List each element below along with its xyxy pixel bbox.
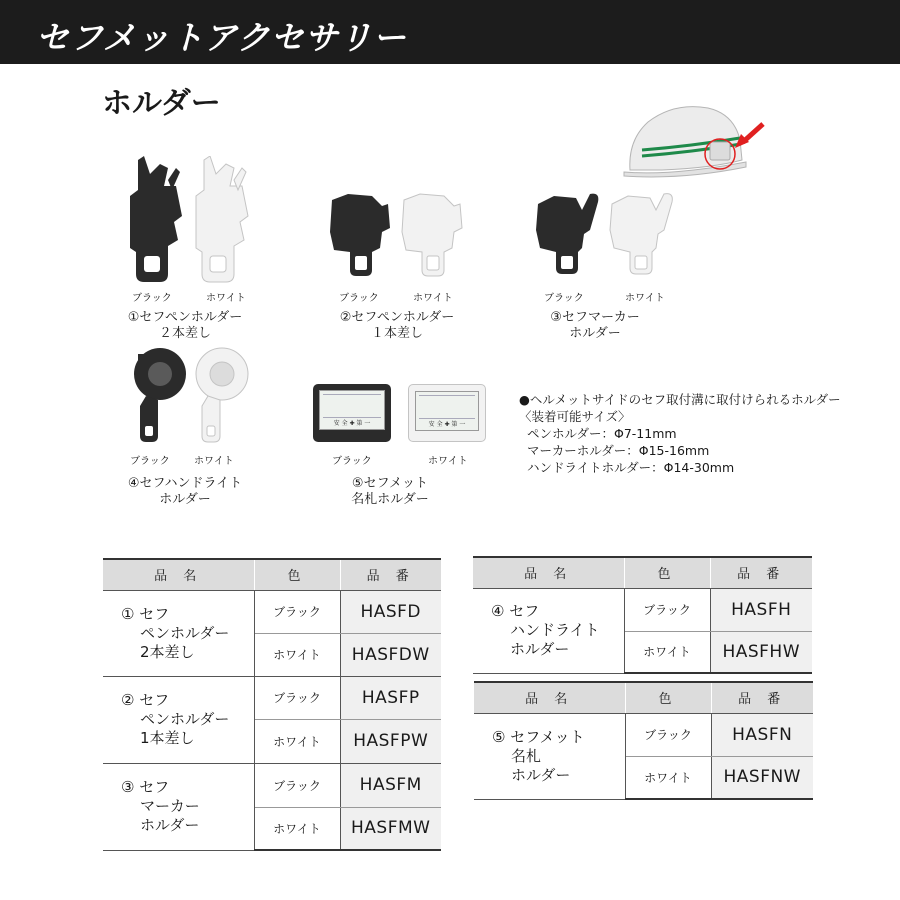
section-title: ホルダー (102, 86, 221, 121)
nameplate-white-text: 安 全 ✚ 第 一 (428, 421, 466, 428)
table-row (473, 588, 812, 631)
product-name-line2: ペンホルダー (140, 710, 230, 728)
color-cell: ホワイト (254, 719, 340, 763)
handlight-holder-black-label: ブラック (130, 456, 170, 467)
code-cell: HASFNW (711, 756, 813, 799)
notes (519, 391, 841, 476)
pen-holder-2-name-line2: ２本差し (158, 326, 211, 341)
handlight-holder-name-line2: ホルダー (159, 492, 211, 507)
product-name-line1: ① セフ (121, 604, 170, 623)
product-name-cell (103, 590, 254, 676)
handlight-holder-black-image (128, 346, 192, 446)
product-name-line3: ホルダー (511, 765, 571, 784)
header-name: 品 名 (473, 557, 624, 588)
product-name-line3: 2本差し (140, 642, 195, 661)
pen-holder-1-name (322, 310, 472, 342)
helmet-illustration (622, 100, 772, 180)
product-name-line3: 1本差し (140, 729, 195, 747)
nameplate-holder-name-line1: ⑤セフメット (351, 476, 429, 491)
nameplate-holder-name (335, 476, 445, 508)
pen-holder-2-white-image (190, 156, 254, 290)
table-header-row (103, 559, 441, 590)
handlight-holder-name (115, 476, 255, 508)
color-cell: ブラック (254, 590, 340, 633)
product-name-line2: ハンドライト (510, 621, 600, 639)
header-name: 品 名 (103, 559, 254, 590)
header-color: 色 (624, 557, 710, 588)
spec-table-left (103, 558, 441, 851)
pen-holder-2-black-image (124, 156, 188, 290)
marker-holder-black-label: ブラック (544, 293, 584, 304)
nameplate-holder-white-image (408, 384, 486, 442)
product-name-line1: ③ セフ (121, 778, 170, 796)
product-name-cell (103, 763, 254, 850)
product-name-cell (473, 588, 624, 673)
marker-holder-name (540, 310, 650, 342)
code-cell: HASFP (340, 676, 441, 719)
pen-holder-1-name-line1: ②セフペンホルダー (339, 310, 455, 325)
color-cell: ホワイト (624, 631, 710, 673)
marker-holder-black-image (534, 190, 606, 276)
pen-holder-1-black-image (326, 192, 396, 278)
pen-holder-2-white-label: ホワイト (206, 293, 246, 304)
nameplate-holder-white-label: ホワイト (428, 456, 468, 467)
color-cell: ホワイト (254, 807, 340, 850)
pen-holder-2-name-line1: ①セフペンホルダー (127, 310, 243, 325)
product-name-line2: マーカー (140, 797, 200, 815)
color-cell: ブラック (254, 676, 340, 719)
pen-holder-1-name-line2: １本差し (370, 326, 423, 341)
code-cell: HASFDW (340, 633, 441, 676)
spec-table-right-2 (474, 681, 813, 800)
nameplate-holder-black-image (313, 384, 391, 442)
header-bar (0, 0, 900, 64)
marker-holder-name-line1: ③セフマーカー (550, 310, 640, 325)
table-header-row (473, 557, 812, 588)
product-name-line1: ⑤ セフメット (492, 727, 585, 746)
table-row (103, 676, 441, 719)
code-cell: HASFH (710, 588, 812, 631)
spec-table-right-1 (473, 556, 812, 674)
product-name-line1: ② セフ (121, 691, 170, 709)
code-cell: HASFD (340, 590, 441, 633)
product-name-cell (474, 713, 625, 799)
marker-holder-white-label: ホワイト (625, 293, 665, 304)
pen-holder-2-black-label: ブラック (132, 293, 172, 304)
notes-size-marker: マーカーホルダー：Φ15-16mm (527, 443, 710, 458)
product-name-line2: 名札 (511, 746, 542, 765)
code-cell: HASFN (711, 713, 813, 756)
nameplate-holder-black-label: ブラック (332, 456, 372, 467)
page-title: セフメットアクセサリー (36, 18, 407, 57)
nameplate-black-text: 安 全 ✚ 第 一 (333, 420, 371, 427)
product-name-line3: ホルダー (510, 640, 570, 658)
code-cell: HASFMW (340, 807, 441, 850)
code-cell: HASFPW (340, 719, 441, 763)
notes-sizes-heading: 〈装着可能サイズ〉 (519, 409, 631, 424)
table-row (103, 590, 441, 633)
color-cell: ブラック (625, 713, 711, 756)
pen-holder-1-black-label: ブラック (339, 293, 379, 304)
product-name-cell (103, 676, 254, 763)
handlight-holder-name-line1: ④セフハンドライト (127, 476, 243, 491)
header-code: 品 番 (710, 557, 812, 588)
pen-holder-1-white-label: ホワイト (413, 293, 453, 304)
nameplate-holder-name-line2: 名札ホルダー (351, 492, 429, 507)
product-name-line2: ペンホルダー (140, 623, 230, 642)
product-name-line1: ④ セフ (491, 602, 540, 620)
pen-holder-2-name (110, 310, 260, 342)
header-code: 品 番 (711, 682, 813, 713)
handlight-holder-white-label: ホワイト (194, 456, 234, 467)
header-color: 色 (254, 559, 340, 590)
header-color: 色 (625, 682, 711, 713)
header-code: 品 番 (340, 559, 441, 590)
marker-holder-name-line2: ホルダー (569, 326, 621, 341)
code-cell: HASFHW (710, 631, 812, 673)
table-row (103, 763, 441, 807)
code-cell: HASFM (340, 763, 441, 807)
header-name: 品 名 (474, 682, 625, 713)
notes-size-pen: ペンホルダー：Φ7-11mm (527, 426, 677, 441)
notes-size-handlight: ハンドライトホルダー：Φ14-30mm (527, 460, 735, 475)
color-cell: ホワイト (625, 756, 711, 799)
table-row (474, 713, 813, 756)
color-cell: ブラック (624, 588, 710, 631)
pen-holder-1-white-image (398, 192, 468, 278)
product-name-line3: ホルダー (140, 816, 200, 834)
table-header-row (474, 682, 813, 713)
color-cell: ホワイト (254, 633, 340, 676)
notes-lead: ●ヘルメットサイドのセフ取付溝に取付けられるホルダー (519, 392, 841, 407)
marker-holder-white-image (608, 190, 680, 276)
color-cell: ブラック (254, 763, 340, 807)
handlight-holder-white-image (190, 346, 254, 446)
